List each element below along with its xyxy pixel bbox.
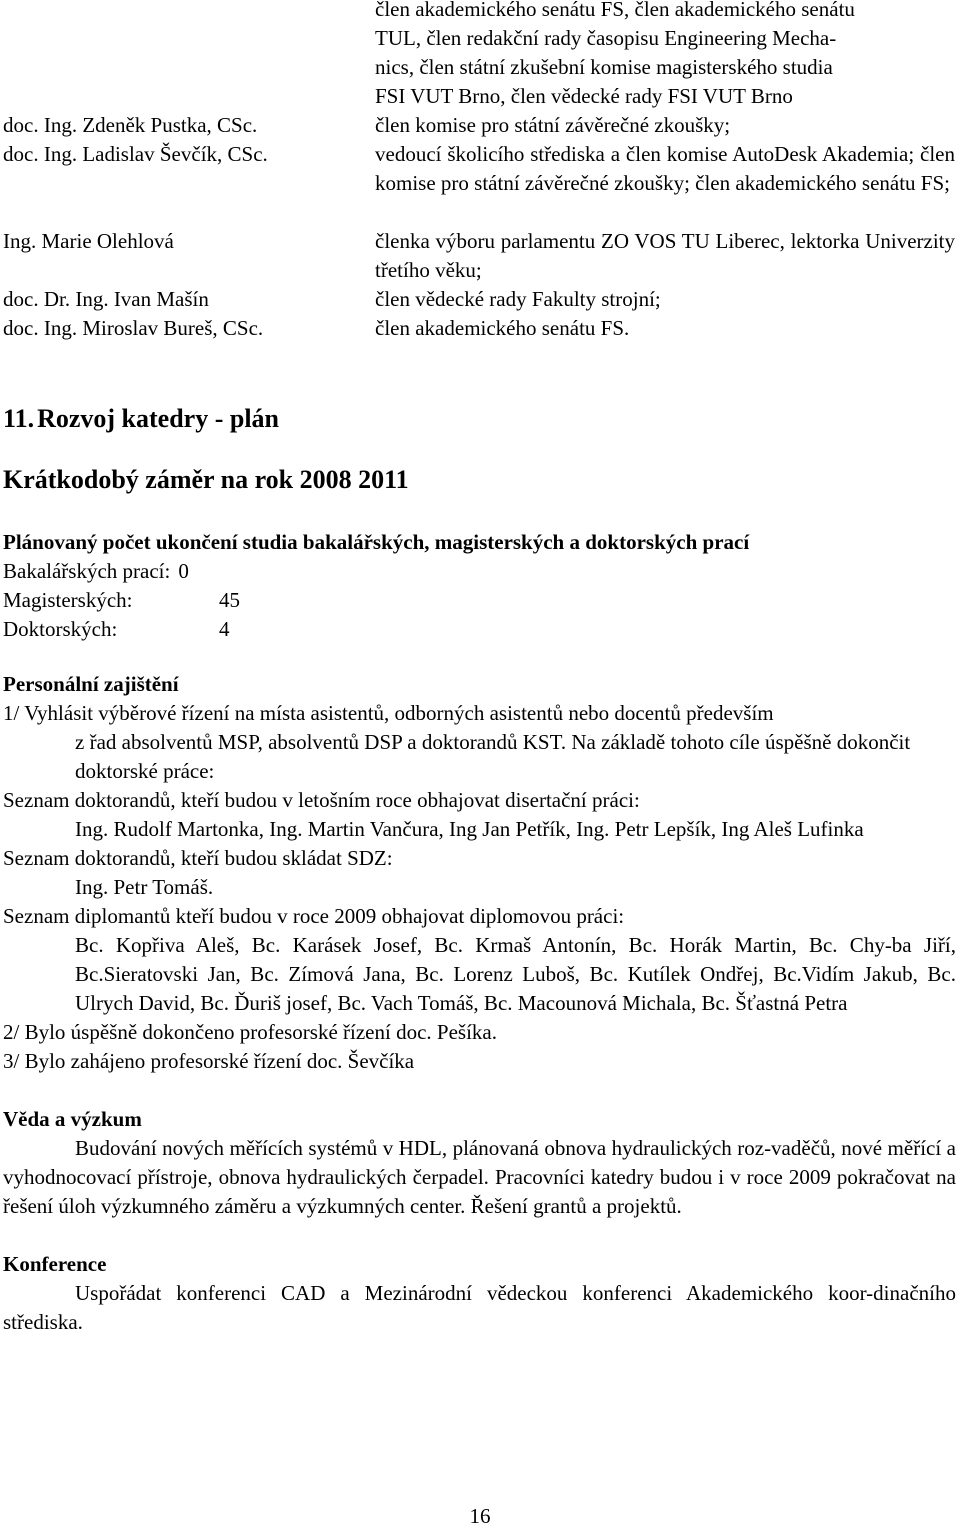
plan-body [3, 528, 956, 1337]
sdz-list: Ing. Petr Tomáš. [75, 875, 214, 899]
staff-role: vedoucí školicího střediska a člen komise AutoDesk Akademia; člen komise pro státní závěrečné zkoušky; člen akademického senátu FS; [375, 142, 955, 195]
staff-role: člen vědecké rady Fakulty strojní; [375, 287, 661, 311]
diploma-list-label: Seznam diplomantů kteří budou v roce 2009 obhajovat diplomovou práci: [3, 904, 625, 928]
planned-row-doctoral [3, 615, 956, 644]
staff-role: členka výboru parlamentu ZO VOS TU Liberec, lektorka Univerzity třetího věku; [375, 229, 955, 282]
research-heading: Věda a výzkum [3, 1107, 142, 1131]
planned-label: Magisterských: [3, 588, 133, 612]
staff-role: člen akademického senátu FS. [375, 316, 630, 340]
personnel-item-1: 1/ Vyhlásit výběrové řízení na místa asistentů, odborných asistentů nebo docentů především [3, 701, 774, 725]
section-number: 11. [3, 404, 35, 433]
roster-continuation-line: TUL, člen redakční rady časopisu Engineering Mecha- [375, 26, 837, 50]
planned-value: 4 [219, 617, 230, 641]
plan-subheading: Krátkodobý záměr na rok 2008 2011 [3, 465, 409, 494]
planned-value: 45 [219, 588, 240, 612]
personnel-heading: Personální zajištění [3, 672, 179, 696]
conference-heading: Konference [3, 1252, 107, 1276]
roster-continuation-line: FSI VUT Brno, člen vědecké rady FSI VUT Brno [375, 84, 793, 108]
planned-label: Doktorských: [3, 617, 118, 641]
section-heading [3, 402, 279, 436]
roster-continuation-line: člen akademického senátu FS, člen akademického senátu [375, 0, 855, 21]
personnel-item-2: 2/ Bylo úspěšně dokončeno profesorské řízení doc. Pešíka. [3, 1020, 497, 1044]
doctoral-defense-list-label: Seznam doktorandů, kteří budou v letošním roce obhajovat disertační práci: [3, 788, 640, 812]
personnel-item-1-continuation: z řad absolventů MSP, absolventů DSP a doktorandů KST. Na základě tohoto cíle úspěšně dokončit doktorské práce: [75, 730, 911, 783]
diploma-list: Bc. Kopřiva Aleš, Bc. Karásek Josef, Bc. Krmaš Antonín, Bc. Horák Martin, Bc. Chy-ba Jiří, Bc.Sieratovski Jan, Bc. Zímová Jana, Bc. Lorenz Luboš, Bc. Kutílek Ondřej, Bc.Vidím Jakub, Bc. Ulrych David, Bc. Ďuriš josef, Bc. Vach Tomáš, Bc. Macounová Michala, Bc. Šťastná Petra [75, 933, 956, 1015]
staff-name: doc. Ing. Zdeněk Pustka, CSc. [3, 113, 258, 137]
roster-continuation [375, 0, 955, 111]
planned-value: 0 [178, 559, 189, 583]
doctoral-defense-list: Ing. Rudolf Martonka, Ing. Martin Vančura, Ing Jan Petřík, Ing. Petr Lepšík, Ing Aleš Lufinka [75, 817, 864, 841]
conference-text: Uspořádat konferenci CAD a Mezinárodní vědeckou konferenci Akademického koor-dinačního střediska. [3, 1281, 956, 1334]
page-number: 16 [469, 1504, 491, 1528]
staff-name: doc. Dr. Ing. Ivan Mašín [3, 287, 209, 311]
planned-row-bachelor [3, 557, 956, 586]
staff-name: doc. Ing. Miroslav Bureš, CSc. [3, 316, 264, 340]
planned-heading: Plánovaný počet ukončení studia bakalářských, magisterských a doktorských prací [3, 530, 750, 554]
planned-label: Bakalářských prací: [3, 559, 171, 583]
roster-continuation-line: nics, člen státní zkušební komise magisterského studia [375, 55, 833, 79]
planned-row-master [3, 586, 956, 615]
section-title: Rozvoj katedry - plán [37, 404, 280, 433]
personnel-item-3: 3/ Bylo zahájeno profesorské řízení doc. Ševčíka [3, 1049, 415, 1073]
research-text: Budování nových měřících systémů v HDL, plánovaná obnova hydraulických roz-vaděčů, nové měřící a vyhodnocovací přístroje, obnova hydraulických čerpadel. Pracovníci katedry budou i v roce 2009 pokračovat na řešení úloh výzkumného záměru a výzkumných center. Řešení grantů a projektů. [3, 1136, 956, 1218]
staff-name: Ing. Marie Olehlová [3, 229, 174, 253]
sdz-list-label: Seznam doktorandů, kteří budou skládat SDZ: [3, 846, 393, 870]
staff-role: člen komise pro státní závěrečné zkoušky; [375, 113, 731, 137]
staff-name: doc. Ing. Ladislav Ševčík, CSc. [3, 142, 268, 166]
